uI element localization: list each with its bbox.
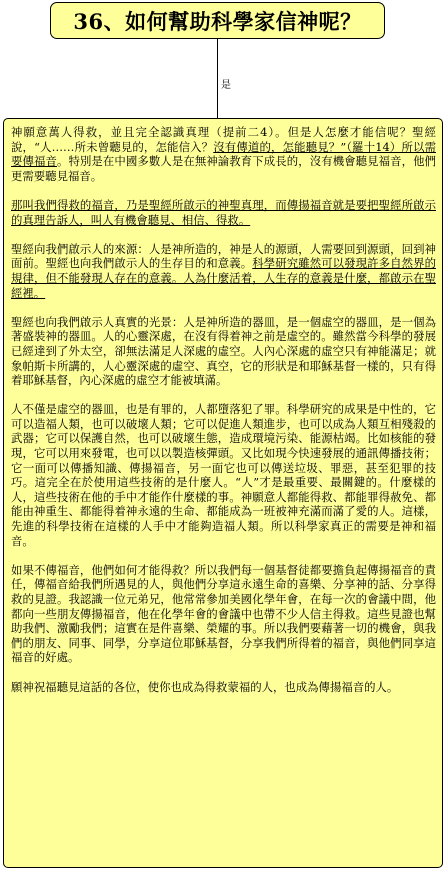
answer-content-box [3,118,443,868]
question-title: 36、如何幫助科學家信神呢？ [73,8,362,34]
answer-paragraph [11,242,436,300]
underlined-text-segment: 科學研究雖然可以發現許多自然界的規律，但不能發現人存在的意義。人為什麼活着，人生存的意義是什麼，都啟示在聖經裡。 [11,256,436,300]
flow-connector-line [217,39,218,118]
underlined-text-segment: 所以需要傳福音 [11,139,436,169]
text-segment: 神願意萬人得救，並且完全認識真理（提前二4）。但是人怎麼才能信呢？聖經說，“人……所未曾聽見的，怎能信入？ [11,125,436,154]
answer-paragraph [11,680,436,695]
underlined-text-segment: 沒有傳道的，怎能聽見？”（羅十14） [213,139,402,154]
text-segment: 。特別是在中國多數人是在無神論教育下成長的，沒有機會聽見福音，他們更需要聽見福音。 [11,154,436,183]
text-segment: 聖經也向我們啟示人真實的光景：人是神所造的器皿，是一個虛空的器皿，是一個為著盛裝神的器皿。人的心靈深處，在沒有得着神之前是虛空的。雖然當今科學的發展已經達到了外太空，卻無法滿足人深處的虛空。人內心深處的虛空只有神能滿足；就象帕斯卡所講的，人心靈深處的虛空、真空，它的形狀是和耶穌基督一樣的，只有得着耶穌基督，內心深處的虛空才能被填滿。 [11,314,436,388]
connector-label: 是 [221,80,231,91]
underlined-text-segment: 那叫我們得救的福音，乃是聖經所啟示的神聖真理，而傳揚福音就是要把聖經所啟示的真理告訴人，叫人有機會聽見、相信、得救。 [11,197,436,227]
answer-paragraph [11,402,436,548]
text-segment: 願神祝福聽見這話的各位，使你也成為得救蒙福的人，也成為傳揚福音的人。 [11,679,399,694]
question-title-box [50,2,385,39]
answer-paragraph [11,125,436,183]
answer-paragraph [11,315,436,388]
text-segment: 如果不傳福音，他們如何才能得救？所以我們每一個基督徒都要擔負起傳揚福音的責任，傳福音給我們所遇見的人，與他們分享這永遠生命的喜樂、分享神的話、分享得救的見證。我認識一位元弟兄，他常常參加美國化學年會，在每一次的會議中間，他都向一些朋友傳揚福音，他在化學年會的會議中也帶不少人信主得救。這些見證也幫助我們、激勵我們；這實在是件喜樂、榮耀的事。所以我們要藉著一切的機會，與我們的朋友、同事、同學，分享這位耶穌基督，分享我們所得着的福音，與他們同享這福音的好處。 [11,562,436,665]
text-segment: 聖經向我們啟示人的來源：人是神所造的，神是人的源頭，人需要回到源頭，回到神面前。聖經也向我們啟示人的生存目的和意義。 [11,241,436,271]
answer-paragraph [11,563,436,665]
text-segment: 人不僅是虛空的器皿，也是有罪的，人都墮落犯了罪。科學研究的成果是中性的，它可以造福人類，也可以破壞人類；它可以促進人類進步，也可以成為人類互相殘殺的武器；它可以保護自然，也可以破壞生態，造成環境污染、能源枯竭。比如核能的發現，它可以用來發電，也可以以製造核彈頭。又比如現今快速發展的通訊傳播技術；它一面可以傳播知識、傳揚福音，另一面它也可以傳送垃圾、罪惡，甚至犯罪的技巧。這完全在於使用這些技術的是什麼人。“人”才是最重要、最關鍵的。什麼樣的人，這些技術在他的手中才能作什麼樣的事。神願意人都能得救、都能罪得赦免、都能由神重生、都能得着神永遠的生命、都能成為一班被神充滿而滿了愛的人。這樣，先進的科學技術在這樣的人手中才能夠造福人類。所以科學家真正的需要是神和福音。 [11,402,436,548]
answer-paragraph [11,198,436,227]
